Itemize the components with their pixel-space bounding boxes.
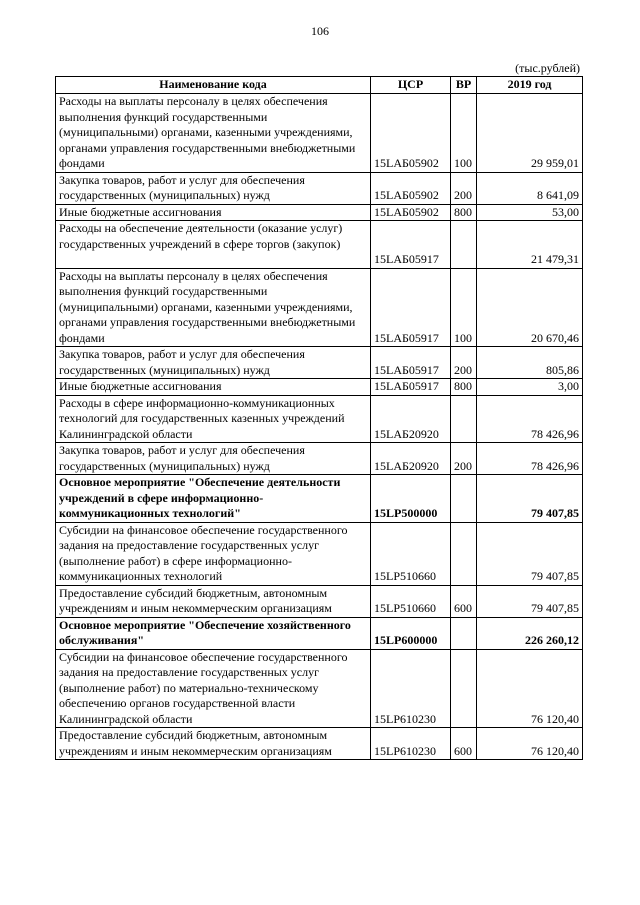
table-body xyxy=(56,94,583,760)
cell-vr: 200 xyxy=(451,443,477,475)
cell-name: Закупка товаров, работ и услуг для обеспечения государственных (муниципальных) нужд xyxy=(56,347,371,379)
cell-vr xyxy=(451,395,477,443)
cell-name: Расходы на обеспечение деятельности (оказание услуг) государственных учреждений в сфере торгов (закупок) xyxy=(56,221,371,269)
budget-table xyxy=(55,76,583,760)
cell-csr: 15LАБ20920 xyxy=(371,395,451,443)
table-row xyxy=(56,475,583,523)
cell-vr: 100 xyxy=(451,268,477,347)
cell-csr: 15LP510660 xyxy=(371,522,451,585)
cell-vr: 600 xyxy=(451,728,477,760)
table-row xyxy=(56,347,583,379)
table-row xyxy=(56,94,583,173)
table-row xyxy=(56,204,583,221)
table-row xyxy=(56,585,583,617)
cell-csr: 15LP600000 xyxy=(371,617,451,649)
cell-csr: 15LP610230 xyxy=(371,728,451,760)
cell-sum: 78 426,96 xyxy=(477,443,583,475)
cell-csr: 15LАБ05917 xyxy=(371,379,451,396)
cell-sum: 79 407,85 xyxy=(477,475,583,523)
cell-vr: 200 xyxy=(451,172,477,204)
table-row xyxy=(56,221,583,269)
cell-sum: 53,00 xyxy=(477,204,583,221)
cell-name: Предоставление субсидий бюджетным, автономным учреждениям и иным некоммерческим организациям xyxy=(56,585,371,617)
header-vr: ВР xyxy=(451,77,477,94)
cell-csr: 15LАБ05902 xyxy=(371,172,451,204)
cell-vr xyxy=(451,221,477,269)
cell-name: Иные бюджетные ассигнования xyxy=(56,204,371,221)
table-row xyxy=(56,649,583,728)
units-label: (тыс.рублей) xyxy=(515,61,580,75)
cell-name: Закупка товаров, работ и услуг для обеспечения государственных (муниципальных) нужд xyxy=(56,172,371,204)
cell-vr: 800 xyxy=(451,204,477,221)
cell-vr: 200 xyxy=(451,347,477,379)
table-row xyxy=(56,379,583,396)
cell-sum: 3,00 xyxy=(477,379,583,396)
cell-vr xyxy=(451,649,477,728)
cell-name: Основное мероприятие "Обеспечение хозяйственного обслуживания" xyxy=(56,617,371,649)
cell-vr xyxy=(451,475,477,523)
header-year: 2019 год xyxy=(477,77,583,94)
cell-name: Расходы в сфере информационно-коммуникационных технологий для государственных казенных учреждений Калининградской области xyxy=(56,395,371,443)
cell-csr: 15LАБ05917 xyxy=(371,221,451,269)
cell-sum: 76 120,40 xyxy=(477,649,583,728)
cell-sum: 21 479,31 xyxy=(477,221,583,269)
table-row xyxy=(56,522,583,585)
cell-sum: 226 260,12 xyxy=(477,617,583,649)
cell-csr: 15LАБ05902 xyxy=(371,204,451,221)
table-row xyxy=(56,617,583,649)
cell-csr: 15LАБ05917 xyxy=(371,347,451,379)
cell-vr: 800 xyxy=(451,379,477,396)
cell-name: Иные бюджетные ассигнования xyxy=(56,379,371,396)
cell-sum: 8 641,09 xyxy=(477,172,583,204)
table-header-row xyxy=(56,77,583,94)
cell-name: Предоставление субсидий бюджетным, автономным учреждениям и иным некоммерческим организациям xyxy=(56,728,371,760)
table-row xyxy=(56,443,583,475)
table-row xyxy=(56,728,583,760)
cell-vr xyxy=(451,522,477,585)
cell-name: Субсидии на финансовое обеспечение государственного задания на предоставление государственных услуг (выполнение работ) по материально-техническому обеспечению органов государственной власти Калининградской области xyxy=(56,649,371,728)
table-row xyxy=(56,395,583,443)
cell-sum: 79 407,85 xyxy=(477,585,583,617)
cell-vr xyxy=(451,617,477,649)
cell-csr: 15LАБ05917 xyxy=(371,268,451,347)
cell-sum: 76 120,40 xyxy=(477,728,583,760)
header-name: Наименование кода xyxy=(56,77,371,94)
cell-csr: 15LАБ05902 xyxy=(371,94,451,173)
cell-csr: 15LP510660 xyxy=(371,585,451,617)
cell-name: Субсидии на финансовое обеспечение государственного задания на предоставление государственных услуг (выполнение работ) в сфере информационно-коммуникационных технологий xyxy=(56,522,371,585)
cell-csr: 15LАБ20920 xyxy=(371,443,451,475)
table-row xyxy=(56,172,583,204)
cell-csr: 15LP500000 xyxy=(371,475,451,523)
cell-sum: 20 670,46 xyxy=(477,268,583,347)
cell-name: Расходы на выплаты персоналу в целях обеспечения выполнения функций государственными (муниципальными) органами, казенными учреждениями, органами управления государственными внебюджетными фондами xyxy=(56,94,371,173)
cell-sum: 805,86 xyxy=(477,347,583,379)
page-number: 106 xyxy=(311,24,329,38)
cell-name: Основное мероприятие "Обеспечение деятельности учреждений в сфере информационно-коммуникационных технологий" xyxy=(56,475,371,523)
cell-name: Закупка товаров, работ и услуг для обеспечения государственных (муниципальных) нужд xyxy=(56,443,371,475)
cell-sum: 29 959,01 xyxy=(477,94,583,173)
cell-sum: 79 407,85 xyxy=(477,522,583,585)
cell-vr: 600 xyxy=(451,585,477,617)
cell-name: Расходы на выплаты персоналу в целях обеспечения выполнения функций государственными (муниципальными) органами, казенными учреждениями, органами управления государственными внебюджетными фондами xyxy=(56,268,371,347)
header-csr: ЦСР xyxy=(371,77,451,94)
cell-csr: 15LP610230 xyxy=(371,649,451,728)
cell-vr: 100 xyxy=(451,94,477,173)
table-row xyxy=(56,268,583,347)
cell-sum: 78 426,96 xyxy=(477,395,583,443)
